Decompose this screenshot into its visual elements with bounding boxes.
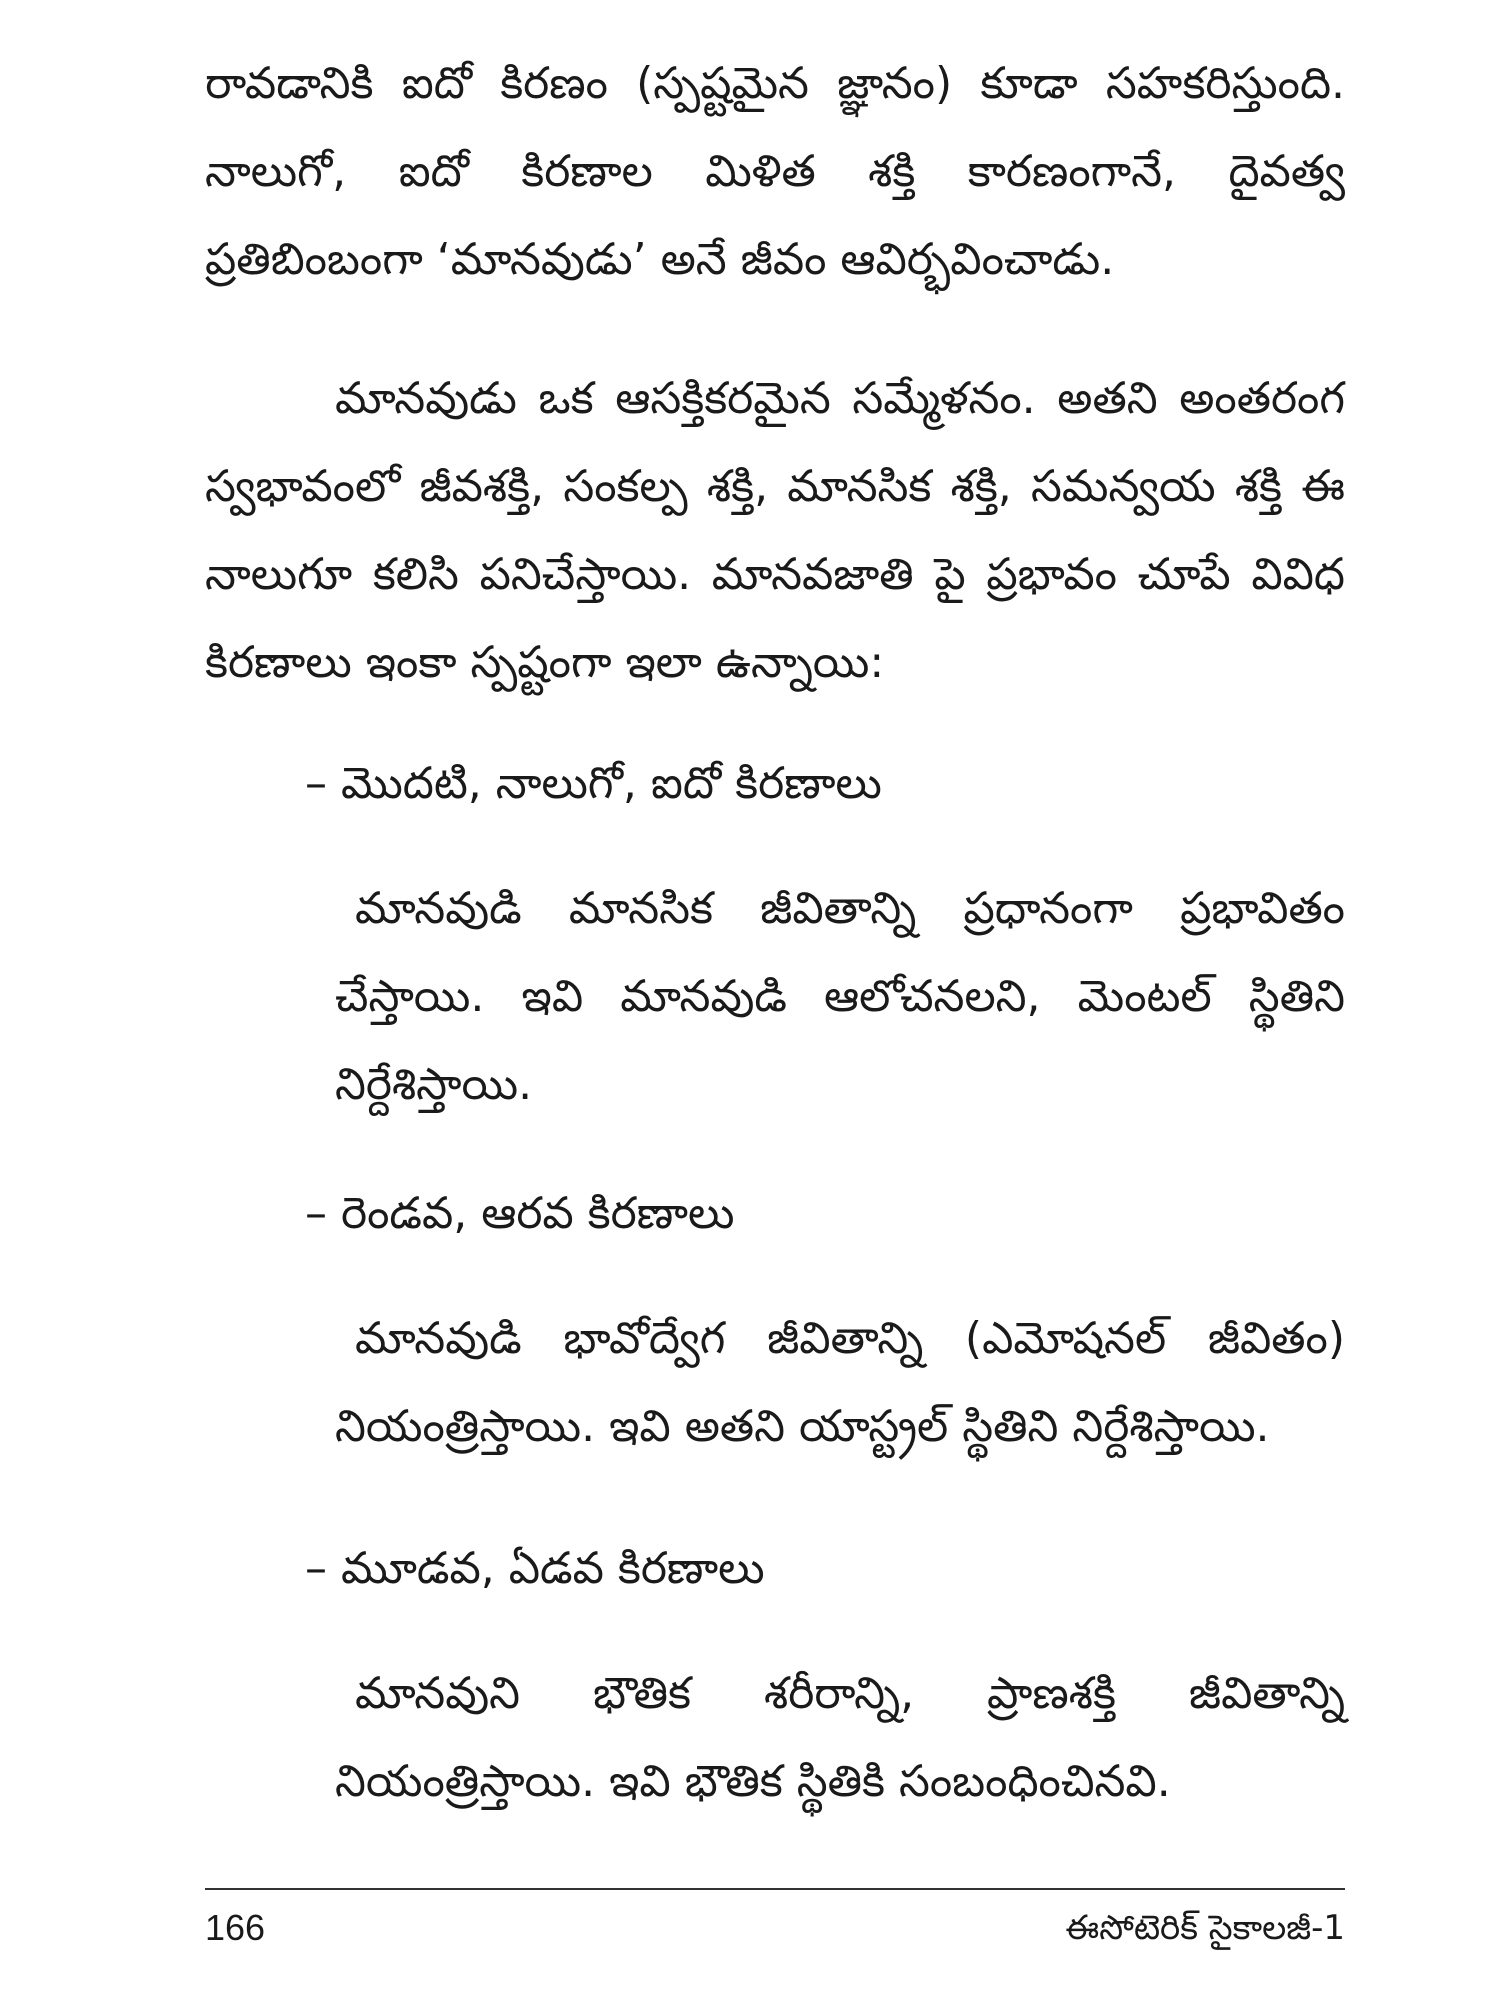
body-paragraph-1: రావడానికి ఐదో కిరణం (స్పష్టమైన జ్ఞానం) కూడా సహకరిస్తుంది. నాలుగో, ఐదో కిరణాల మిళిత శక్తి కారణంగానే, దైవత్వ ప్రతిబింబంగా ‘మానవుడు’ అనే జీవం ఆవిర్భవించాడు. [205, 58, 1345, 285]
ray-group-description-1: మానవుడి మానసిక జీవితాన్ని ప్రధానంగా ప్రభావితం చేస్తాయి. ఇవి మానవుడి ఆలోచనలని, మెంటల్ స్థితిని నిర్దేశిస్తాయి. [335, 883, 1345, 1110]
footer-divider [205, 1888, 1345, 1890]
body-paragraph-2: మానవుడు ఒక ఆసక్తికరమైన సమ్మేళనం. అతని అంతరంగ స్వభావంలో జీవశక్తి, సంకల్ప శక్తి, మానసిక శక్తి, సమన్వయ శక్తి ఈ నాలుగూ కలిసి పనిచేస్తాయి. మానవజాతి పై ప్రభావం చూపే వివిధ కిరణాలు ఇంకా స్పష్టంగా ఇలా ఉన్నాయి: [205, 373, 1345, 688]
ray-group-description-2: మానవుడి భావోద్వేగ జీవితాన్ని (ఎమోషనల్ జీవితం) నియంత్రిస్తాయి. ఇవి అతని యాస్ట్రల్ స్థితిని నిర్దేశిస్తాయి. [335, 1313, 1345, 1452]
ray-group-description-3: మానవుని భౌతిక శరీరాన్ని, ప్రాణశక్తి జీవితాన్ని నియంత్రిస్తాయి. ఇవి భౌతిక స్థితికి సంబంధించినవి. [335, 1668, 1345, 1807]
running-title: ఈసోటెరిక్ సైకాలజీ-1 [1065, 1908, 1345, 1948]
ray-group-heading-3: – మూడవ, ఏడవ కిరణాలు [305, 1543, 765, 1594]
ray-group-heading-1: – మొదటి, నాలుగో, ఐదో కిరణాలు [305, 758, 882, 809]
page-number: 166 [205, 1907, 266, 1948]
ray-group-heading-2: – రెండవ, ఆరవ కిరణాలు [305, 1188, 735, 1239]
